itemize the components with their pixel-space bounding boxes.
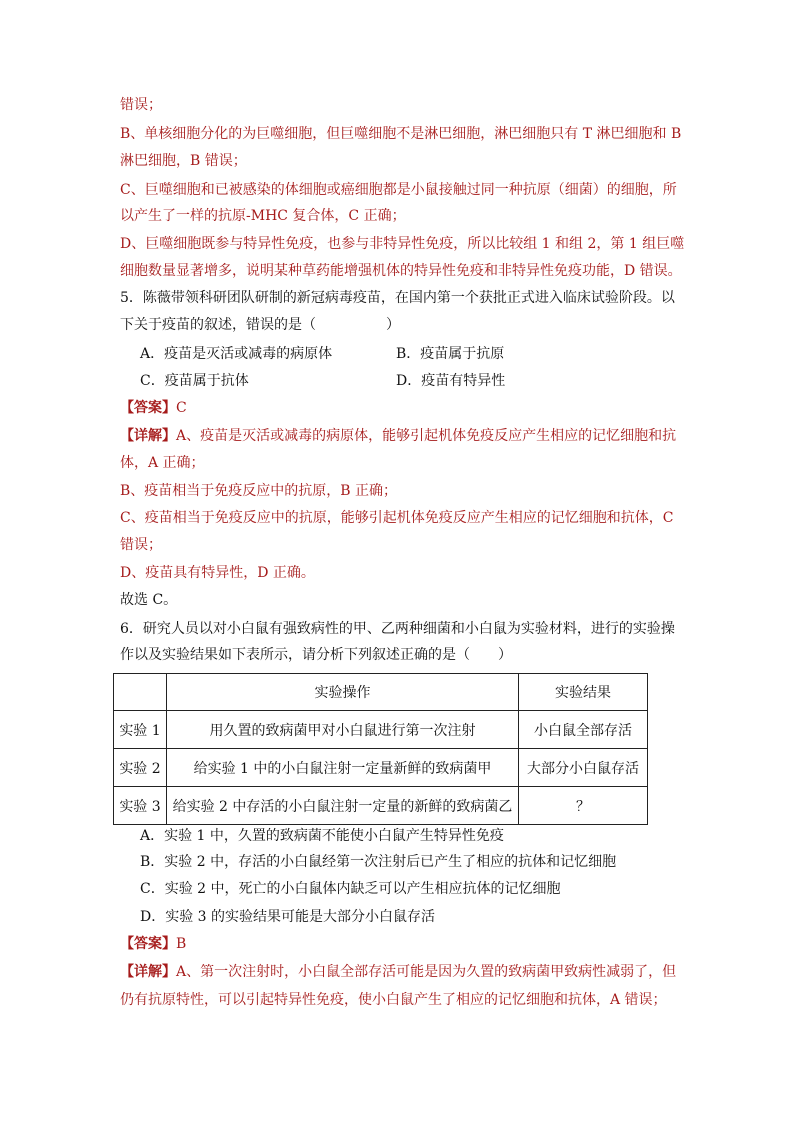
table-cell: 小白鼠全部存活	[519, 711, 648, 749]
q5-analysis-line: B、疫苗相当于免疫反应中的抗原，B 正确；	[120, 483, 398, 499]
q5-analysis	[120, 426, 676, 446]
q5-option-d: D．疫苗有特异性	[396, 373, 506, 389]
q5-stem: 下关于疫苗的叙述，错误的是（ ）	[120, 317, 400, 333]
q6-stem: 作以及实验结果如下表所示，请分析下列叙述正确的是（ ）	[120, 647, 512, 663]
answer-value: B	[176, 936, 187, 952]
prev-analysis-line: 错误；	[120, 97, 162, 113]
table-cell: 给实验 1 中的小白鼠注射一定量新鲜的致病菌甲	[167, 749, 519, 787]
q5-option-a: A．疫苗是灭活或减毒的病原体	[140, 346, 333, 362]
table-cell: 大部分小白鼠存活	[519, 749, 648, 787]
q5-answer	[120, 398, 187, 418]
q6-analysis	[120, 962, 676, 982]
q5-option-b: B．疫苗属于抗原	[396, 346, 505, 362]
experiment-table	[113, 673, 648, 825]
q6-option-c: C．实验 2 中，死亡的小白鼠体内缺乏可以产生相应抗体的记忆细胞	[140, 881, 561, 897]
q6-stem: 6．研究人员以对小白鼠有强致病性的甲、乙两种细菌和小白鼠为实验材料，进行的实验操	[120, 621, 675, 637]
prev-analysis-line: 以产生了一样的抗原-MHC 复合体，C 正确；	[120, 208, 406, 224]
table-header-cell	[114, 674, 167, 711]
q6-option-a: A．实验 1 中，久置的致病菌不能使小白鼠产生特异性免疫	[140, 828, 504, 844]
table-cell: 实验 3	[114, 787, 167, 825]
analysis-text: A、第一次注射时，小白鼠全部存活可能是因为久置的致病菌甲致病性减弱了，但	[176, 964, 677, 980]
q6-answer	[120, 934, 186, 954]
q5-analysis-line: C、疫苗相当于免疫反应中的抗原，能够引起机体免疫反应产生相应的记忆细胞和抗体，C	[120, 510, 674, 526]
table-row	[114, 749, 648, 787]
answer-value: C	[176, 400, 187, 416]
q6-option-d: D．实验 3 的实验结果可能是大部分小白鼠存活	[140, 909, 436, 925]
table-row	[114, 787, 648, 825]
table-cell: 实验 2	[114, 749, 167, 787]
analysis-tag: 【详解】	[120, 428, 176, 444]
table-cell: 给实验 2 中存活的小白鼠注射一定量的新鲜的致病菌乙	[167, 787, 519, 825]
analysis-text: A、疫苗是灭活或减毒的病原体，能够引起机体免疫反应产生相应的记忆细胞和抗	[176, 428, 677, 444]
prev-analysis-line: C、巨噬细胞和已被感染的体细胞或癌细胞都是小鼠接触过同一种抗原（细菌）的细胞，所	[120, 182, 677, 198]
q5-conclusion: 故选 C。	[120, 592, 178, 608]
table-row	[114, 711, 648, 749]
q5-analysis-line: 体，A 正确；	[120, 455, 205, 471]
q5-analysis-line: D、疫苗具有特异性，D 正确。	[120, 565, 315, 581]
q6-analysis-line: 仍有抗原特性，可以引起特异性免疫，使小白鼠产生了相应的记忆细胞和抗体，A 错误；	[120, 992, 667, 1008]
q5-analysis-line: 错误；	[120, 537, 162, 553]
prev-analysis-line: D、巨噬细胞既参与特异性免疫，也参与非特异性免疫，所以比较组 1 和组 2，第 1 组巨噬	[120, 236, 685, 252]
table-header-cell: 实验操作	[167, 674, 519, 711]
answer-tag: 【答案】	[120, 936, 176, 952]
q6-option-b: B．实验 2 中，存活的小白鼠经第一次注射后已产生了相应的抗体和记忆细胞	[140, 854, 617, 870]
analysis-tag: 【详解】	[120, 964, 176, 980]
q5-option-c: C．疫苗属于抗体	[140, 373, 249, 389]
answer-tag: 【答案】	[120, 400, 176, 416]
prev-analysis-line: 细胞数量显著增多，说明某种草药能增强机体的特异性免疫和非特异性免疫功能，D 错误。	[120, 263, 682, 279]
q5-stem: 5．陈薇带领科研团队研制的新冠病毒疫苗，在国内第一个获批正式进入临床试验阶段。以	[120, 290, 675, 306]
table-header-row	[114, 674, 648, 711]
table-cell: 用久置的致病菌甲对小白鼠进行第一次注射	[167, 711, 519, 749]
table-cell: 实验 1	[114, 711, 167, 749]
table-cell: ？	[519, 787, 648, 825]
prev-analysis-line: B、单核细胞分化的为巨噬细胞，但巨噬细胞不是淋巴细胞，淋巴细胞只有 T 淋巴细胞和 B	[120, 126, 682, 142]
prev-analysis-line: 淋巴细胞，B 错误；	[120, 153, 247, 169]
table-header-cell: 实验结果	[519, 674, 648, 711]
